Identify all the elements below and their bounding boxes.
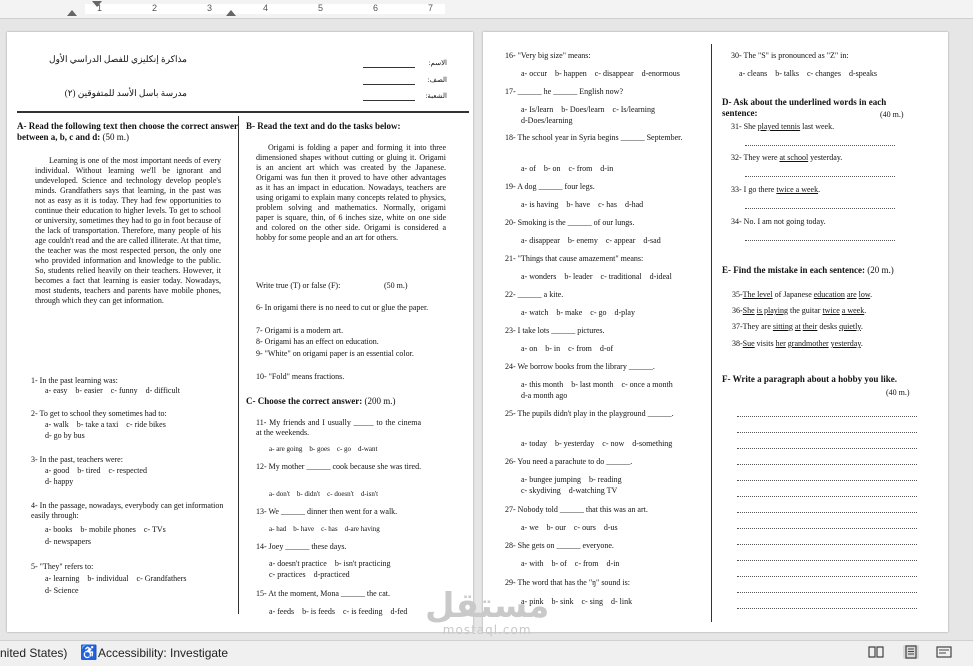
paragraph-line[interactable] (737, 535, 917, 545)
section-label: الشعبة: (425, 92, 447, 100)
question-10: 10- "Fold" means fractions. (256, 372, 345, 381)
question-2-options-2: d- go by bus (45, 431, 85, 440)
question-15: 15- At the moment, Mona ______ the cat. (256, 589, 390, 598)
paragraph-line[interactable] (737, 599, 917, 609)
right-indent-marker[interactable] (226, 10, 236, 16)
question-23: 23- I take lots ______ pictures. (505, 326, 605, 335)
answer-line-31[interactable] (745, 136, 895, 146)
document-page-2[interactable] (483, 32, 948, 632)
question-5: 5- "They" refers to: (31, 562, 94, 571)
question-19: 19- A dog ______ four legs. (505, 182, 595, 191)
question-3-options-2: d- happy (45, 477, 74, 486)
answer-line-34[interactable] (745, 231, 895, 241)
question-29-options: a- pink b- sink c- sing d- link (521, 597, 633, 606)
print-layout-icon[interactable] (903, 645, 919, 659)
header-divider (17, 111, 469, 113)
accessibility-icon: ♿ (80, 644, 98, 660)
question-18: 18- The school year in Syria begins ______ September. (505, 133, 683, 142)
ruler-number: 4 (263, 3, 269, 13)
question-30: 30- The "S" is pronounced as "Z" in: (731, 51, 849, 60)
document-page-1[interactable] (7, 32, 473, 632)
section-f-marks: (40 m.) (886, 388, 910, 397)
read-mode-icon[interactable] (868, 645, 884, 659)
ruler-number: 6 (373, 3, 379, 13)
watermark-logo: مستقل mostaql.com (425, 586, 550, 637)
question-11-options: a- are going b- goes c- go d-want (269, 445, 378, 453)
class-label: الصف: (427, 76, 447, 84)
question-27-options: a- we b- our c- ours d-us (521, 523, 618, 532)
question-16-options: a- occur b- happen c- disappear d-enormous (521, 69, 680, 78)
question-32: 32- They were at school yesterday. (731, 153, 843, 162)
paragraph-line[interactable] (737, 407, 917, 417)
question-12-options: a- don't b- didn't c- doesn't d-isn't (269, 490, 379, 498)
question-24-options: a- this month b- last month c- once a month (521, 380, 673, 389)
ruler-number: 3 (207, 3, 213, 13)
question-34: 34- No. I am not going today. (731, 217, 826, 226)
left-indent-marker[interactable] (67, 10, 77, 16)
question-18-options: a- of b- on c- from d-in (521, 164, 614, 173)
question-20-options: a- disappear b- enemy c- appear d-sad (521, 236, 661, 245)
question-14-options-2: c- practices d-practiced (269, 570, 350, 579)
question-1-options: a- easy b- easier c- funny d- difficult (45, 386, 180, 395)
ruler-number: 5 (318, 3, 324, 13)
section-d-marks: (40 m.) (880, 110, 904, 119)
name-line[interactable] (363, 67, 415, 68)
question-5-options: a- learning b- individual c- Grandfathers (45, 574, 187, 583)
paragraph-line[interactable] (737, 519, 917, 529)
question-13: 13- We ______ dinner then went for a walk. (256, 507, 398, 516)
question-25: 25- The pupils didn't play in the playground ______. (505, 409, 674, 418)
question-6: 6- In origami there is no need to cut or glue the paper. (256, 303, 429, 312)
question-1: 1- In the past learning was: (31, 376, 118, 385)
question-4: 4- In the passage, nowadays, everybody can get information easily through: (31, 501, 224, 520)
question-3-options: a- good b- tired c- respected (45, 466, 147, 475)
paragraph-line[interactable] (737, 471, 917, 481)
question-2: 2- To get to school they sometimes had to: (31, 409, 167, 418)
question-35: 35-The level of Japanese education are low. (732, 290, 873, 299)
question-3: 3- In the past, teachers were: (31, 455, 123, 464)
question-15-options: a- feeds b- is feeds c- is feeding d-fed (269, 607, 408, 616)
question-13-options: a- had b- have c- has d-are having (269, 525, 380, 533)
question-22-options: a- watch b- make c- go d-play (521, 308, 635, 317)
question-19-options: a- is having b- have c- has d-had (521, 200, 644, 209)
question-7: 7- Origami is a modern art. (256, 326, 344, 335)
question-14-options: a- doesn't practice b- isn't practicing (269, 559, 391, 568)
section-line[interactable] (363, 100, 415, 101)
question-26-options-2: c- skydiving d-watching TV (521, 486, 618, 495)
question-24: 24- We borrow books from the library ______. (505, 362, 655, 371)
status-bar (0, 640, 973, 666)
question-31: 31- She played tennis last week. (731, 122, 835, 131)
question-25-options: a- today b- yesterday c- now d-something (521, 439, 673, 448)
question-37: 37-They are sitting at their desks quietly. (732, 322, 863, 331)
question-17-options: a- Is/learn b- Does/learn c- Is/learning (521, 105, 655, 114)
question-2-options: a- walk b- take a taxi c- ride bikes (45, 420, 166, 429)
paragraph-line[interactable] (737, 503, 917, 513)
paragraph-line[interactable] (737, 551, 917, 561)
horizontal-ruler[interactable] (0, 0, 973, 19)
question-17-options-2: d-Does/learning (521, 116, 573, 125)
name-label: الاسم: (428, 59, 447, 67)
header-school-arabic: مدرسة باسل الأسد للمتفوقين (٢) (64, 88, 187, 98)
ruler-number: 7 (428, 3, 434, 13)
question-24-options-2: d-a month ago (521, 391, 568, 400)
question-28: 28- She gets on ______ everyone. (505, 541, 614, 550)
section-e-title: E- Find the mistake in each sentence: (20 m.) (722, 265, 894, 275)
question-20: 20- Smoking is the ______ of our lungs. (505, 218, 635, 227)
paragraph-line[interactable] (737, 455, 917, 465)
section-c-title: C- Choose the correct answer: (200 m.) (246, 396, 396, 406)
header-title-arabic: مذاكرة إنكليزي للفصل الدراسي الأول (49, 54, 187, 64)
paragraph-line[interactable] (737, 423, 917, 433)
question-4-options: a- books b- mobile phones c- TVs (45, 525, 166, 534)
section-d-title: D- Ask about the underlined words in each sentence: (722, 97, 887, 118)
question-17: 17- ______ he ______ English now? (505, 87, 623, 96)
answer-line-33[interactable] (745, 199, 895, 209)
section-f-title: F- Write a paragraph about a hobby you like. (722, 374, 897, 384)
question-29: 29- The word that has the "ŋ" sound is: (505, 578, 630, 587)
question-21: 21- "Things that cause amazement" means: (505, 254, 644, 263)
section-a-title: A- Read the following text then choose the correct answer between a, b, c and d: (50 m.) (17, 121, 238, 142)
question-5-options-2: d- Science (45, 586, 79, 595)
paragraph-line[interactable] (737, 439, 917, 449)
question-12: 12- My mother ______ cook because she was tired. (256, 462, 422, 471)
paragraph-line[interactable] (737, 567, 917, 577)
question-21-options: a- wonders b- leader c- traditional d-ideal (521, 272, 672, 281)
question-27: 27- Nobody told ______ that this was an art. (505, 505, 648, 514)
paragraph-line[interactable] (737, 487, 917, 497)
section-b-title: B- Read the text and do the tasks below: (246, 121, 401, 131)
paragraph-line[interactable] (737, 583, 917, 593)
language-status[interactable]: nited States) (0, 646, 68, 660)
ruler-number: 2 (152, 3, 158, 13)
answer-line-32[interactable] (745, 167, 895, 177)
question-4-options-2: d- newspapers (45, 537, 91, 546)
accessibility-status[interactable]: Accessibility: Investigate (98, 646, 229, 660)
true-false-title: Write true (T) or false (F): (50 m.) (256, 281, 408, 290)
question-28-options: a- with b- of c- from d-in (521, 559, 620, 568)
question-9: 9- "White" on origami paper is an essential color. (256, 349, 414, 358)
web-layout-icon[interactable] (936, 645, 952, 659)
question-30-options: a- cleans b- talks c- changes d-speaks (739, 69, 877, 78)
question-11: 11- My friends and I usually _____ to the cinema at the weekends. (256, 418, 421, 437)
class-line[interactable] (363, 84, 415, 85)
question-16: 16- "Very big size" means: (505, 51, 591, 60)
passage-a: Learning is one of the most important needs of every individual. Without learning we'll be ignorant and undeveloped. Science and technology develop people's minds. Grandfathers says that learning, in the past was not as easy as it is today. They had few opportunities to continue their education to higher levels. To get to school or university, sometimes they had to go in foot because of the lack of transportation. Therefore, many people of his age couldn't read and the are called illiterate. At that time, the teacher was the most respected person, the only one who provided information and knowledge to the public. So, students relied heavily on their teachers. However, it becomes a fact that learning is easier today. Nowadays, most students, teachers and parents have mobile phones, through which they can get information. (35, 156, 221, 305)
question-22: 22- ______ a kite. (505, 290, 564, 299)
question-23-options: a- on b- in c- from d-of (521, 344, 614, 353)
question-8: 8- Origami has an effect on education. (256, 337, 379, 346)
question-26-options: a- bungee jumping b- reading (521, 475, 622, 484)
question-14: 14- Joey ______ these days. (256, 542, 347, 551)
question-26: 26- You need a parachute to do ______. (505, 457, 633, 466)
question-36: 36-She is playing the guitar twice a week. (732, 306, 867, 315)
ruler-number: 1 (97, 3, 103, 13)
question-33: 33- I go there twice a week. (731, 185, 821, 194)
passage-b: Origami is folding a paper and forming it into three dimensioned shapes without cutting or gluing it. Origami is an ancient art which was created by the Japanese. Origami was fun then it proved to have other advantages as it has an impact in education. Nowadays, teachers are using origami to explain many concepts related to physics, problem solving and mathematics. Normally, origami paper is square, thin, of 6 inches size, white on one side and colored on the other side. Origami is considered a hobby for some people and an art for others. (256, 143, 446, 242)
column-divider (711, 44, 712, 622)
question-38: 38-Sue visits her grandmother yesterday. (732, 339, 863, 348)
